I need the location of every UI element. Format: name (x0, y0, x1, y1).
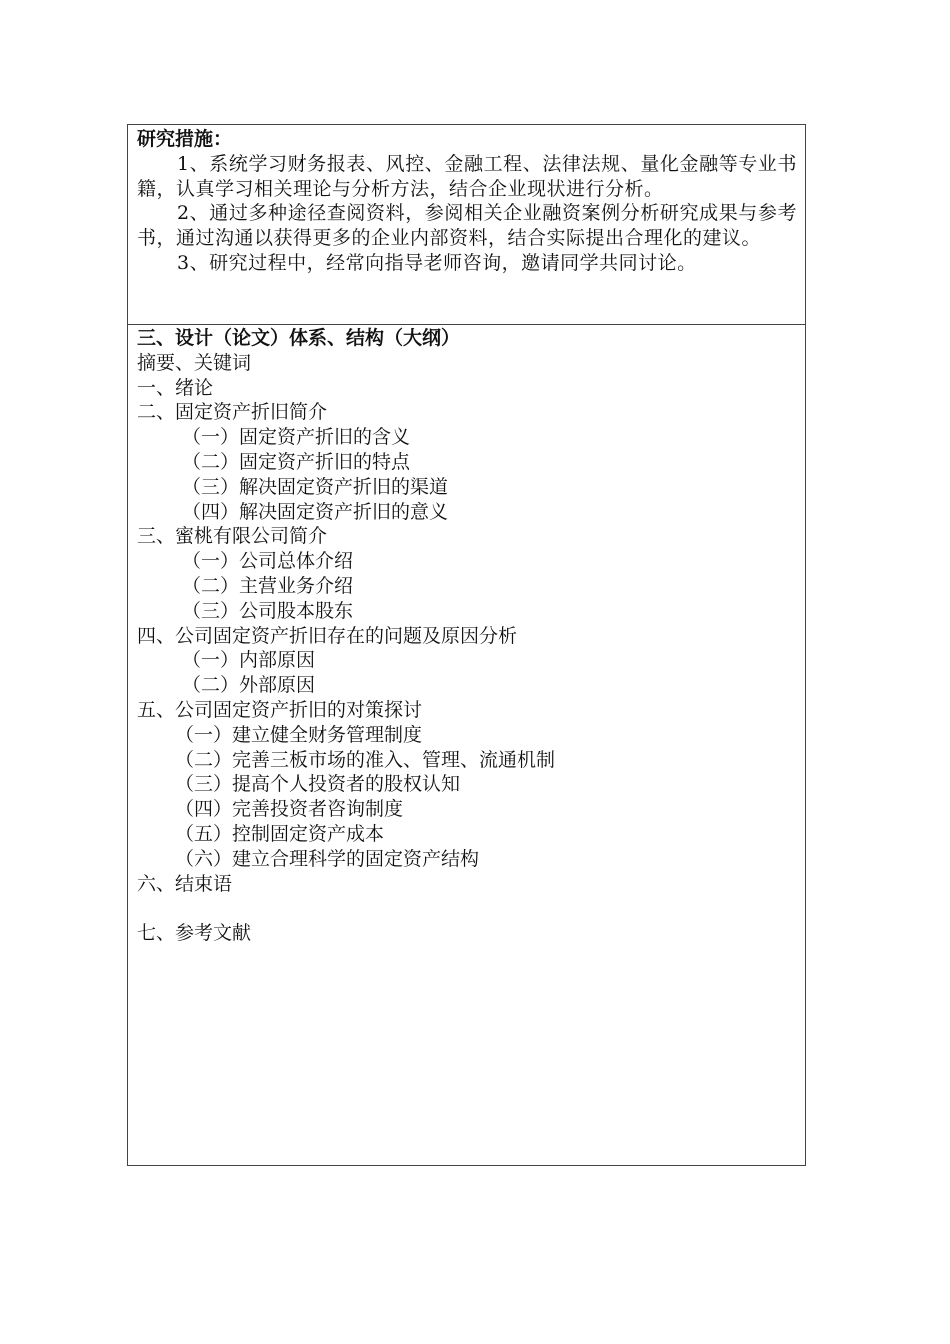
outline-chapter: 七、参考文献 (137, 922, 252, 945)
outline-section: （四）解决固定资产折旧的意义 (182, 500, 449, 523)
outline-chapter: 四、公司固定资产折旧存在的问题及原因分析 (137, 624, 518, 647)
outline-blank-line (137, 896, 797, 921)
outline-section: （三）解决固定资产折旧的渠道 (182, 475, 449, 498)
outline-section: （三）公司股本股东 (182, 599, 354, 622)
outline-chapter: 一、绪论 (137, 376, 214, 399)
outline-heading: 三、设计（论文）体系、结构（大纲） (137, 327, 461, 349)
outline-section: （四）完善投资者咨询制度 (175, 798, 404, 821)
outline-chapter: 五、公司固定资产折旧的对策探讨 (137, 698, 423, 721)
form-table (127, 124, 806, 1166)
measure-paragraph-2: 2、通过多种途径查阅资料，参阅相关企业融资案例分析研究成果与参考书，通过沟通以获得更多的企业内部资料，结合实际提出合理化的建议。 (137, 202, 797, 250)
outline-chapter: 二、固定资产折旧简介 (137, 401, 328, 424)
outline-list (137, 351, 797, 946)
research-measures-cell (128, 125, 805, 325)
outline-chapter: 六、结束语 (137, 872, 233, 895)
research-measures-heading: 研究措施： (137, 128, 233, 150)
measure-paragraph-1: 1、系统学习财务报表、风控、金融工程、法律法规、量化金融等专业书籍，认真学习相关理论与分析方法，结合企业现状进行分析。 (137, 152, 797, 200)
outline-section: （五）控制固定资产成本 (175, 822, 385, 845)
outline-section: （一）内部原因 (182, 649, 316, 672)
measure-paragraph-3: 3、研究过程中，经常向指导老师咨询，邀请同学共同讨论。 (177, 251, 697, 274)
outline-section: （一）固定资产折旧的含义 (182, 426, 411, 449)
outline-section: （二）主营业务介绍 (182, 574, 354, 597)
outline-section: （一）公司总体介绍 (182, 550, 354, 573)
outline-section: （二）固定资产折旧的特点 (182, 450, 411, 473)
outline-chapter: 摘要、关键词 (137, 351, 252, 374)
outline-chapter: 三、蜜桃有限公司简介 (137, 525, 328, 548)
outline-section: （二）完善三板市场的准入、管理、流通机制 (175, 748, 556, 771)
outline-section: （二）外部原因 (182, 674, 316, 697)
outline-section: （六）建立合理科学的固定资产结构 (175, 847, 480, 870)
outline-section: （一）建立健全财务管理制度 (175, 723, 423, 746)
outline-cell (128, 325, 805, 1165)
outline-section: （三）提高个人投资者的股权认知 (175, 773, 461, 796)
